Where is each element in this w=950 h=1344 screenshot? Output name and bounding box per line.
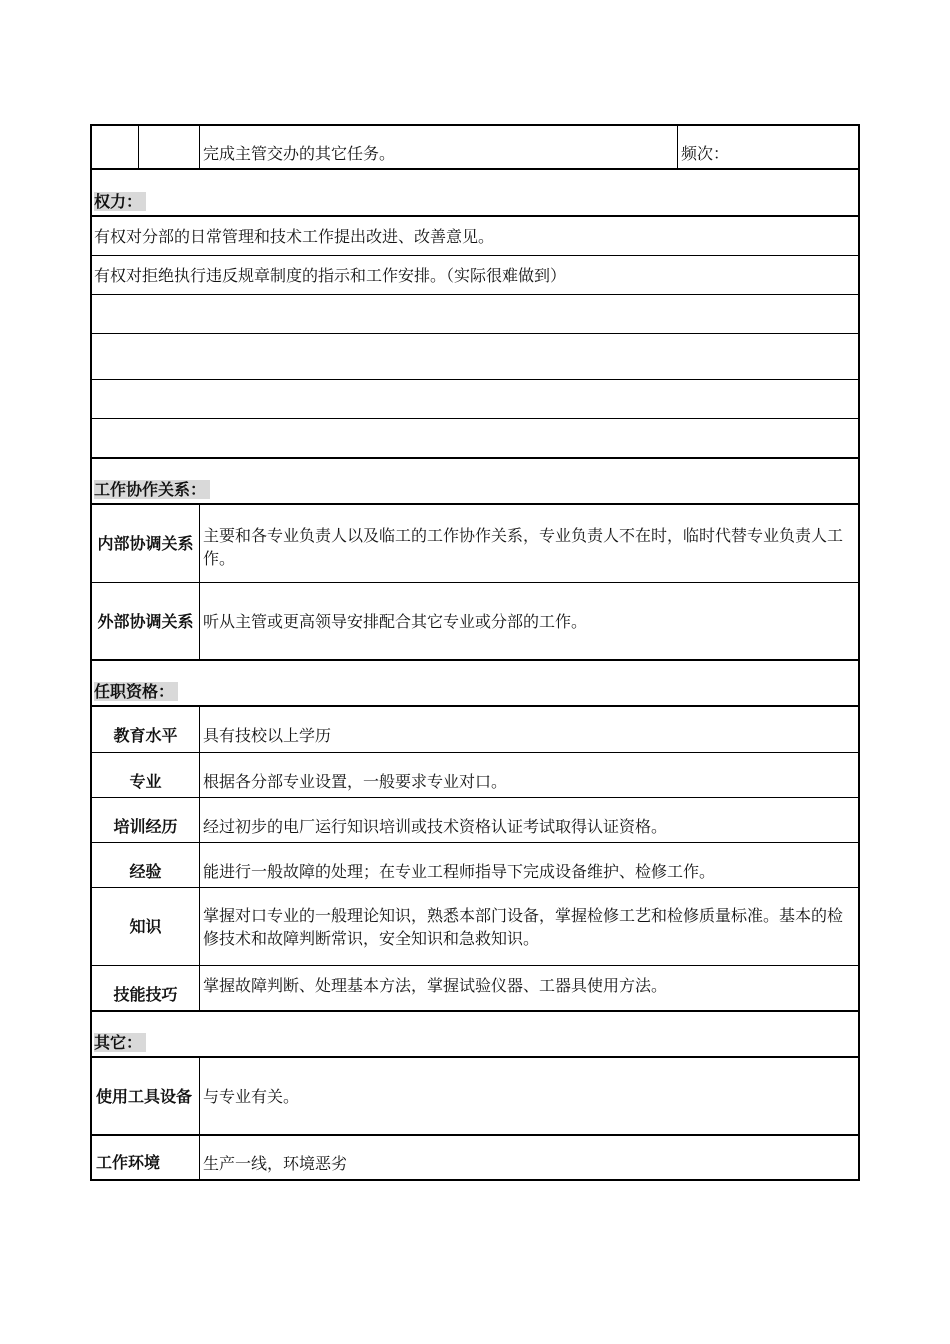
power-row: [90, 217, 860, 256]
internal-coordination-label: 内部协调关系: [92, 505, 200, 582]
section-heading: 权力：: [92, 190, 148, 215]
empty-row: [90, 380, 860, 419]
qualification-label: 教育水平: [92, 707, 200, 752]
frequency-label: 频次：: [681, 143, 730, 163]
qualification-text: 掌握对口专业的一般理论知识，熟悉本部门设备，掌握检修工艺和检修质量标准。基本的检修技术和故障判断常识，安全知识和急救知识。: [203, 905, 844, 948]
qualification-text: 根据各分部专业设置，一般要求专业对口。: [203, 771, 508, 791]
qualification-label: 培训经历: [92, 798, 200, 842]
section-heading: 工作协作关系：: [92, 478, 212, 503]
qualification-label: 专业: [92, 753, 200, 797]
power-item-1: 有权对分部的日常管理和技术工作提出改进、改善意见。: [94, 226, 495, 246]
qualification-text: 具有技校以上学历: [203, 726, 332, 745]
qualification-row: [90, 753, 860, 798]
power-item-2: 有权对拒绝执行违反规章制度的指示和工作安排。（实际很难做到）: [94, 265, 567, 285]
qualification-text: 掌握故障判断、处理基本方法，掌握试验仪器、工器具使用方法。: [203, 975, 668, 995]
section-qualification: [90, 661, 860, 707]
external-coordination-row: [90, 583, 860, 661]
qualification-label: 技能技巧: [92, 966, 200, 1010]
environment-row: [90, 1136, 860, 1181]
section-heading: 任职资格：: [92, 680, 180, 705]
blank-cell: [92, 126, 139, 168]
job-description-table: [90, 124, 860, 1181]
tools-row: [90, 1058, 860, 1136]
environment-label: 工作环境: [92, 1136, 200, 1179]
power-row: [90, 256, 860, 295]
qualification-text: 经过初步的电厂运行知识培训或技术资格认证考试取得认证资格。: [203, 816, 668, 836]
empty-row: [90, 295, 860, 334]
empty-row: [90, 334, 860, 380]
tools-label: 使用工具设备: [92, 1058, 200, 1134]
qualification-row: [90, 888, 860, 966]
tools-text: 与专业有关。: [203, 1086, 300, 1106]
section-heading: 其它：: [92, 1031, 148, 1056]
section-power: [90, 170, 860, 217]
qualification-row: [90, 798, 860, 843]
external-coordination-label: 外部协调关系: [92, 583, 200, 659]
blank-cell: [139, 126, 200, 168]
internal-coordination-row: [90, 505, 860, 583]
task-row: [90, 124, 860, 170]
qualification-label: 知识: [92, 888, 200, 965]
section-cooperation: [90, 459, 860, 505]
qualification-row: [90, 843, 860, 888]
environment-text: 生产一线，环境恶劣: [203, 1154, 348, 1173]
internal-coordination-text: 主要和各专业负责人以及临工的工作协作关系，专业负责人不在时，临时代替专业负责人工作。: [203, 525, 844, 568]
qualification-label: 经验: [92, 843, 200, 887]
empty-row: [90, 419, 860, 459]
qualification-row: [90, 966, 860, 1012]
external-coordination-text: 听从主管或更高领导安排配合其它专业或分部的工作。: [203, 611, 588, 631]
qualification-row: [90, 707, 860, 753]
task-text: 完成主管交办的其它任务。: [200, 126, 678, 168]
section-other: [90, 1012, 860, 1058]
qualification-text: 能进行一般故障的处理；在专业工程师指导下完成设备维护、检修工作。: [203, 861, 716, 881]
